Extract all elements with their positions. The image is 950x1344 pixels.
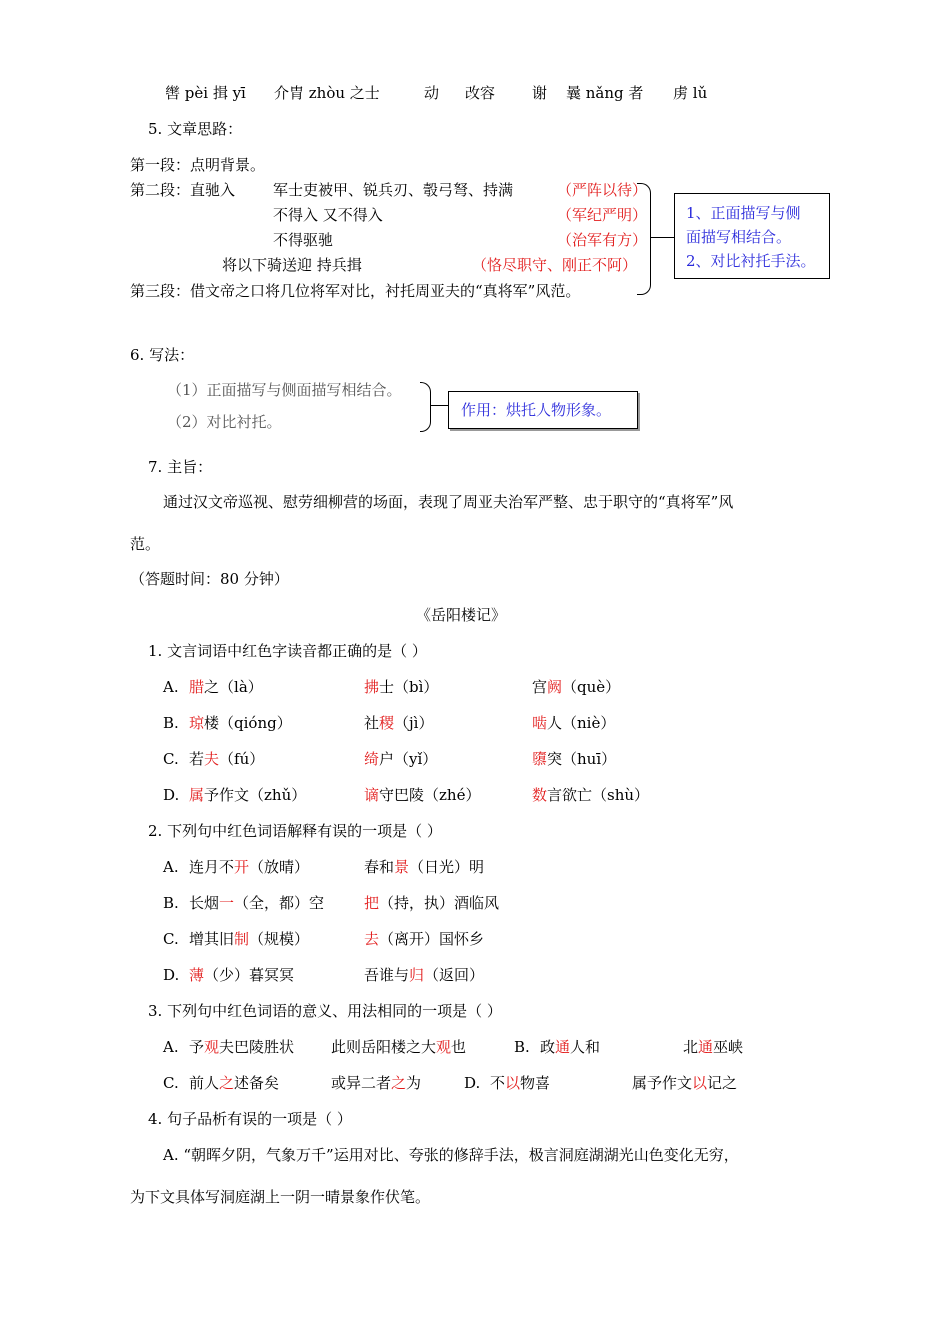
option-text: 连月不: [189, 858, 235, 876]
option-text: 若: [189, 750, 205, 768]
outline-item: 不得驱驰: [273, 231, 334, 249]
brace: [637, 183, 651, 239]
option-text: （全，都）空: [234, 894, 325, 912]
option-text: 守巴陵（zhé）: [379, 786, 481, 804]
option-text: 记之: [707, 1074, 738, 1092]
effect-box: [448, 391, 638, 429]
technique-box: [674, 193, 830, 279]
option-cell: [331, 1037, 466, 1057]
option-cell: [490, 1073, 550, 1093]
option-cell: [189, 857, 309, 877]
option-text: （日光）明: [409, 858, 485, 876]
option-text: 为下文具体写洞庭湖上一阴一晴景象作伏笔。: [130, 1188, 431, 1206]
option-text: 予作文（zhǔ）: [204, 786, 307, 804]
option-cell: [189, 749, 264, 769]
highlighted-char: 以: [692, 1074, 708, 1092]
option-cell: [189, 713, 292, 733]
section-title: 5. 文章思路：: [148, 120, 243, 138]
option-label: D.: [464, 1074, 481, 1092]
option-text: 人和: [570, 1038, 601, 1056]
brace-connector: [650, 237, 674, 238]
option-label: A.: [163, 858, 179, 876]
theme-text: 通过汉文帝巡视、慰劳细柳营的场面，表现了周亚夫治军严整、忠于职守的“真将军”风: [163, 493, 734, 511]
option-text: 楼（qióng）: [204, 714, 292, 732]
option-label: C.: [163, 750, 179, 768]
highlighted-char: 腊: [189, 678, 205, 696]
highlighted-char: 谪: [364, 786, 380, 804]
option-label: C.: [163, 930, 179, 948]
option-text: 巫峡: [713, 1038, 744, 1056]
option-cell: [364, 929, 484, 949]
technique-line: 面描写相结合。: [686, 228, 792, 246]
method-item: （2）对比衬托。: [167, 413, 282, 431]
brace: [420, 382, 431, 407]
option-label: D.: [163, 966, 180, 984]
vocab-item: 谢: [532, 84, 548, 102]
vocab-item: 改容: [465, 84, 496, 102]
option-text: 也: [451, 1038, 467, 1056]
option-cell: [540, 1037, 600, 1057]
vocab-item: 介胄 zhòu 之士: [274, 84, 380, 102]
option-label: D.: [163, 786, 180, 804]
option-text: 为: [406, 1074, 422, 1092]
option-cell: [364, 713, 433, 733]
highlighted-char: 薄: [189, 966, 205, 984]
option-cell: [364, 677, 438, 697]
theme-text: 范。: [130, 535, 161, 553]
option-text: （jì）: [394, 714, 434, 732]
option-text: 政: [540, 1038, 556, 1056]
option-text: 宫: [532, 678, 548, 696]
option-text: 言欲亡（shù）: [547, 786, 650, 804]
option-text: 社: [364, 714, 380, 732]
vocab-item: 动: [424, 84, 440, 102]
option-text: 增其旧: [189, 930, 235, 948]
option-text: 予: [189, 1038, 205, 1056]
option-text: 北: [683, 1038, 699, 1056]
highlighted-char: 绮: [364, 750, 380, 768]
option-text: 突（huī）: [547, 750, 617, 768]
question-stem: 4. 句子品析有误的一项是（ ）: [148, 1110, 352, 1128]
outline-item: 将以下骑送迎 持兵揖: [222, 256, 362, 274]
option-cell: [532, 677, 620, 697]
option-text: （规模）: [249, 930, 310, 948]
option-text: （放晴）: [249, 858, 310, 876]
option-label: C.: [163, 1074, 179, 1092]
highlighted-char: 数: [532, 786, 548, 804]
brace: [637, 238, 651, 295]
outline-item: 军士吏被甲、锐兵刃、彀弓弩、持满: [273, 181, 514, 199]
option-cell: [683, 1037, 743, 1057]
vocab-item: 辔 pèi 揖 yī: [165, 84, 246, 102]
option-label: B.: [514, 1038, 530, 1056]
option-text: 户（yǐ）: [379, 750, 438, 768]
technique-line: 1、正面描写与侧: [686, 204, 801, 222]
option-cell: [532, 713, 615, 733]
option-text: 物喜: [520, 1074, 551, 1092]
time-note: （答题时间：80 分钟）: [130, 570, 289, 588]
outline-note: （严阵以待）: [557, 181, 648, 199]
option-text: 之（là）: [204, 678, 263, 696]
section-title: 7. 主旨：: [148, 458, 213, 476]
vocab-item: 虏 lǔ: [673, 84, 708, 102]
highlighted-char: 通: [698, 1038, 714, 1056]
highlighted-char: 夫: [204, 750, 220, 768]
option-text: 前人: [189, 1074, 220, 1092]
outline-item: 不得入 又不得入: [273, 206, 383, 224]
highlighted-char: 开: [234, 858, 250, 876]
brace-connector: [430, 405, 448, 406]
option-cell: [189, 1073, 279, 1093]
option-text: 或异二者: [331, 1074, 392, 1092]
highlighted-char: 一: [219, 894, 235, 912]
option-cell: [189, 965, 294, 985]
outline-note: （恪尽职守、刚正不阿）: [472, 256, 638, 274]
option-text: 夫巴陵胜状: [219, 1038, 295, 1056]
vocab-item: 曩 nǎng 者: [566, 84, 644, 102]
option-cell: [364, 785, 480, 805]
highlighted-char: 啮: [532, 714, 548, 732]
highlighted-char: 归: [409, 966, 425, 984]
question-stem: 2. 下列句中红色词语解释有误的一项是（ ）: [148, 822, 442, 840]
highlighted-char: 稷: [379, 714, 395, 732]
option-text: （离开）国怀乡: [379, 930, 485, 948]
option-text: 长烟: [189, 894, 220, 912]
option-text: （少）暮冥冥: [204, 966, 295, 984]
option-label: A.: [163, 678, 179, 696]
document-title: 《岳阳楼记》: [416, 606, 507, 624]
option-cell: [532, 785, 649, 805]
option-text: （fú）: [219, 750, 265, 768]
highlighted-char: 之: [219, 1074, 235, 1092]
option-text: 吾谁与: [364, 966, 410, 984]
option-label: B.: [163, 714, 179, 732]
option-cell: [364, 857, 484, 877]
highlighted-char: 之: [391, 1074, 407, 1092]
option-cell: [364, 749, 437, 769]
option-text: 不: [490, 1074, 506, 1092]
option-cell: [364, 965, 484, 985]
highlighted-char: 通: [555, 1038, 571, 1056]
option-text: 述备矣: [234, 1074, 280, 1092]
option-text: （返回）: [424, 966, 485, 984]
option-cell: [189, 677, 263, 697]
option-text: 士（bì）: [379, 678, 439, 696]
highlighted-char: 隳: [532, 750, 548, 768]
option-label: B.: [163, 894, 179, 912]
highlighted-char: 属: [189, 786, 205, 804]
highlighted-char: 制: [234, 930, 250, 948]
option-cell: [189, 929, 309, 949]
highlighted-char: 拂: [364, 678, 380, 696]
highlighted-char: 观: [204, 1038, 220, 1056]
option-label: A.: [163, 1038, 179, 1056]
highlighted-char: 琼: [189, 714, 205, 732]
option-text: （持，执）酒临风: [379, 894, 500, 912]
highlighted-char: 去: [364, 930, 380, 948]
effect-text: 作用：烘托人物形象。: [461, 401, 612, 419]
option-text: 此则岳阳楼之大: [331, 1038, 437, 1056]
section-title: 6. 写法：: [130, 346, 195, 364]
highlighted-char: 阙: [547, 678, 563, 696]
method-item: （1）正面描写与侧面描写相结合。: [167, 381, 402, 399]
option-text: 春和: [364, 858, 395, 876]
question-stem: 1. 文言词语中红色字读音都正确的是（ ）: [148, 642, 427, 660]
highlighted-char: 观: [436, 1038, 452, 1056]
outline-note: （军纪严明）: [557, 206, 648, 224]
paragraph-outline: 第三段：借文帝之口将几位将军对比，衬托周亚夫的“真将军”风范。: [130, 282, 581, 300]
highlighted-char: 以: [505, 1074, 521, 1092]
option-text: A. “朝晖夕阴，气象万千”运用对比、夸张的修辞手法，极言洞庭湖湖光山色变化无穷，: [163, 1146, 739, 1164]
option-cell: [364, 893, 499, 913]
highlighted-char: 景: [394, 858, 410, 876]
option-cell: [189, 1037, 294, 1057]
option-text: （què）: [562, 678, 621, 696]
question-stem: 3. 下列句中红色词语的意义、用法相同的一项是（ ）: [148, 1002, 502, 1020]
option-text: 人（niè）: [547, 714, 616, 732]
paragraph-outline: 第一段：点明背景。: [130, 156, 266, 174]
brace: [420, 406, 431, 432]
option-cell: [331, 1073, 421, 1093]
paragraph-outline: 第二段：直驰入: [130, 181, 236, 199]
option-cell: [189, 893, 324, 913]
option-cell: [632, 1073, 737, 1093]
highlighted-char: 把: [364, 894, 380, 912]
option-text: 属予作文: [632, 1074, 693, 1092]
option-cell: [532, 749, 616, 769]
option-cell: [189, 785, 306, 805]
technique-line: 2、对比衬托手法。: [686, 252, 816, 270]
outline-note: （治军有方）: [557, 231, 648, 249]
